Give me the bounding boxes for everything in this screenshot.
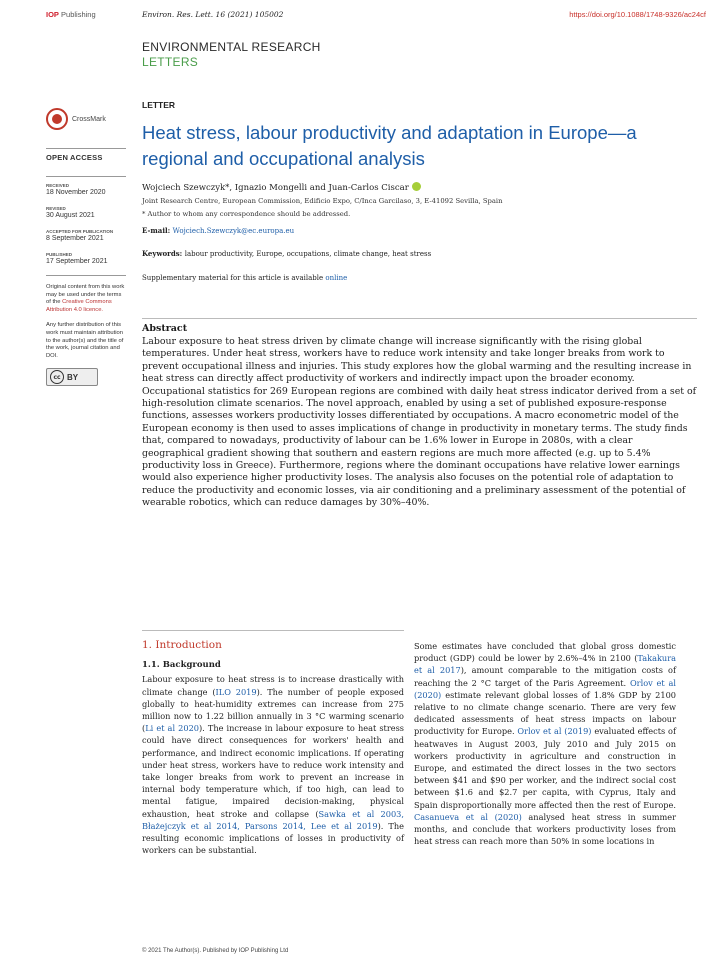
body-column-left (142, 630, 404, 856)
abstract (142, 318, 697, 510)
article-type: LETTER (142, 100, 176, 110)
abstract-text: Labour exposure to heat stress driven by climate change will increase significantly with the rising global temperatures. Under heat stress, workers have to reduce work intensity and take longer breaks from work to prevent occupational illness and injuries. This study explores how the global warming and the resulting increase in heat stress can directly affect productivity of workers and indirectly impact upon the broader economy. Occupational statistics for 269 European regions are combined with daily heat stress indicator derived from a set of high-resolution climate scenarios. The novel approach, enabled by using a set of published exposure-response functions, assesses workers productivity losses differentiated by occupations. A macro econometric model of the European economy is then used to asses implications of change in productivity in monetary terms. The study finds that, compared to nowadays, productivity of labour can be 1.6% lower in Europe in 2080s, with a clear geographical gradient showing that southern and eastern regions are much more affected (e.g. up to 5.4% productivity loss in Greece). Furthermore, regions where the dominant occupations have relative lower earnings would also experience higher productivity loses. The analysis also focuses on the potential role of adaptation to reduce the productivity and economic losses, via air conditioning and a preliminary assessment of the potential of wearable robotics, which can reduce damages by 30%–40%. (142, 336, 697, 509)
open-access-label: OPEN ACCESS (46, 148, 126, 162)
corresponding-note: * Author to whom any correspondence should be addressed. (142, 210, 351, 218)
citation-link[interactable]: Sawka et al 2003, Błażejczyk et al 2014, Parsons 2014, Lee et al 2019 (142, 808, 404, 831)
publisher-logo: IOP Publishing (46, 10, 96, 19)
email-line: E-mail: Wojciech.Szewczyk@ec.europa.eu (142, 226, 295, 235)
crossmark-button[interactable]: CrossMark (46, 108, 126, 130)
section-heading: 1. Introduction (142, 639, 222, 651)
sidebar (46, 100, 126, 386)
article-title: Heat stress, labour productivity and adaptation in Europe—a regional and occupational analysis (142, 122, 637, 169)
article-dates: RECEIVED 18 November 2020 REVISED 30 August 2021 ACCEPTED FOR PUBLICATION 8 September 2021 PUBLISHED 17 September 2021 (46, 176, 126, 266)
supplementary-link[interactable]: online (325, 274, 348, 282)
page-header (46, 10, 706, 24)
license-notice: Original content from this work may be used under the terms of the Creative Commons Attribution 4.0 licence. Any further distribution of this work must maintain attribution to the author(s) and the title of the work, journal citation and DOI. cc BY (46, 275, 126, 386)
crossmark-icon (46, 108, 68, 130)
supplementary-note: Supplementary material for this article is available online (142, 274, 348, 282)
paragraph: Labour exposure to heat stress is to increase drastically with climate change (ILO 2019). The number of people exposed globally to heat-humidity extremes can increase from 275 million now to 1.22 billion annually in 3 °C warming scenario (Li et al 2020). The increase in labour exposure to heat stress could have direct consequences for workers' health and performance, and indirect economic implications. If operating under heat stress, workers have to reduce work intensity and take longer breaks from work to prevent an increase in internal body temperature which, if too high, can lead to mental fatigue, impaired decision-making, physical exhaustion, heat stroke and collapse (Sawka et al 2003, Błażejczyk et al 2014, Parsons 2014, Lee et al 2019). The resulting economic implications of losses in productivity of workers can be substantial. (142, 674, 404, 856)
creative-commons-icon: cc (50, 370, 64, 384)
affiliation: Joint Research Centre, European Commission, Edificio Expo, C/Inca Garcilaso, 3, E-41092 Sevilla, Spain (142, 197, 503, 205)
journal-name: ENVIRONMENTAL RESEARCH LETTERS (142, 40, 321, 69)
cc-by-badge[interactable]: cc BY (46, 368, 98, 386)
journal-citation: Environ. Res. Lett. 16 (2021) 105002 (142, 10, 284, 19)
copyright-footer: © 2021 The Author(s). Published by IOP Publishing Ltd (142, 948, 289, 954)
paragraph: Some estimates have concluded that global gross domestic product (GDP) could be lower by 2.6%–4% in 2100 (Takakura et al 2017), amount comparable to the mitigation costs of reaching the 2 °C target of the Paris Agreement. Orlov et al (2020) estimate relevant global losses of 1.8% GDP by 2100 relative to no climate change scenario. There are very few dedicated assessments of heat stress impacts on labour productivity for Europe. Orlov et al (2019) evaluated effects of heatwaves in August 2003, July 2010 and July 2015 on workers productivity in agriculture and construction in Europe, and estimated the direct losses in the two sectors between $41 and $90 per worker, and the indirect social cost between $1.6 and $2.7 per capita, with Cyprus, Italy and Spain disproportionally more affected then the rest of Europe. Casanueva et al (2020) analysed heat stress in summer months, and conclude that workers productivity loses from heat stress can reach more than 50% in some locations in (414, 641, 677, 847)
subsection-heading: 1.1. Background (142, 660, 221, 671)
cc-license-link[interactable]: Creative Commons Attribution 4.0 licence. (46, 299, 112, 313)
author-email-link[interactable]: Wojciech.Szewczyk@ec.europa.eu (172, 227, 295, 235)
author-list: Wojciech Szewczyk*, Ignazio Mongelli and Juan-Carlos Ciscar (142, 182, 697, 193)
article-header (142, 100, 697, 283)
doi-link[interactable]: https://doi.org/10.1088/1748-9326/ac24cf (569, 10, 706, 19)
abstract-heading: Abstract (142, 323, 188, 334)
citation-link[interactable]: Takakura et al 2017 (414, 653, 676, 676)
keywords: Keywords: labour productivity, Europe, occupations, climate change, heat stress (142, 249, 432, 258)
body-column-right (414, 640, 676, 847)
orcid-icon[interactable] (412, 182, 421, 191)
citation-link[interactable]: Casanueva et al (2020) (414, 811, 522, 822)
citation-link[interactable]: ILO 2019 (215, 686, 257, 697)
citation-link[interactable]: Li et al 2020 (145, 723, 199, 734)
citation-link[interactable]: Orlov et al (2020) (414, 677, 676, 700)
citation-link[interactable]: Orlov et al (2019) (517, 726, 592, 737)
